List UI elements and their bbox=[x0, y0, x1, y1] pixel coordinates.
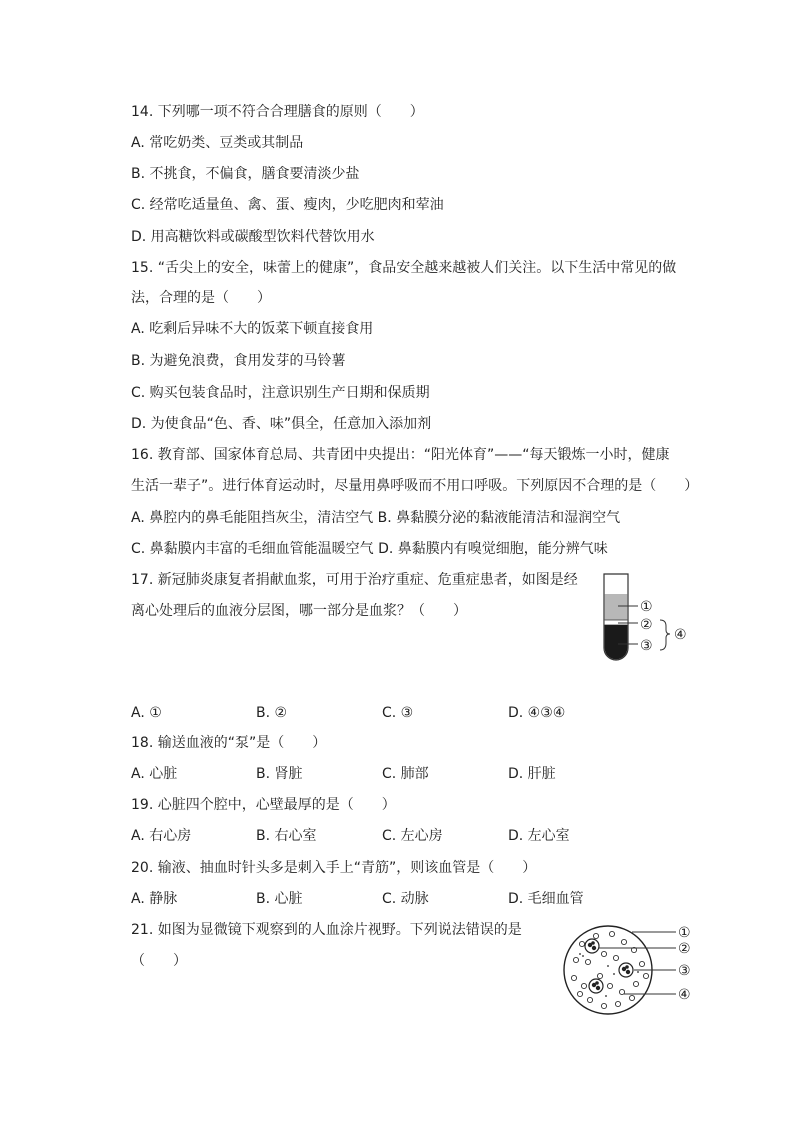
q17-stem-line1: 17. 新冠肺炎康复者捐献血浆，可用于治疗重症、危重症患者，如图是经 bbox=[131, 572, 578, 588]
q16-options-line2: C. 鼻黏膜内丰富的毛细血管能温暖空气 D. 鼻黏膜内有嗅觉细胞，能分辨气味 bbox=[131, 541, 608, 557]
q15-option-a: A. 吃剩后异味不大的饭菜下顿直接食用 bbox=[131, 321, 374, 337]
q17-label-2: ② bbox=[640, 617, 653, 633]
q16-options-line1: A. 鼻腔内的鼻毛能阻挡灰尘，清洁空气 B. 鼻黏膜分泌的黏液能清洁和湿润空气 bbox=[131, 510, 621, 526]
q19-option-a: A. 右心房 bbox=[131, 828, 192, 844]
q15-option-c: C. 购买包装食品时，注意识别生产日期和保质期 bbox=[131, 385, 430, 401]
buffy-coat-layer bbox=[605, 620, 628, 625]
q18-option-b: B. 肾脏 bbox=[256, 766, 303, 782]
q18-option-a: A. 心脏 bbox=[131, 766, 178, 782]
q20-stem: 20. 输液、抽血时针头多是刺入手上“青筋”，则该血管是（ ） bbox=[131, 860, 537, 876]
q18-option-d: D. 肝脏 bbox=[508, 766, 556, 782]
q21-label-4: ④ bbox=[678, 987, 691, 1003]
q21-stem-line1: 21. 如图为显微镜下观察到的人血涂片视野。下列说法错误的是 bbox=[131, 922, 522, 938]
q15-option-b: B. 为避免浪费，食用发芽的马铃薯 bbox=[131, 353, 346, 369]
q17-option-a: A. ① bbox=[131, 705, 162, 721]
q14-option-b: B. 不挑食，不偏食，膳食要清淡少盐 bbox=[131, 166, 360, 182]
q21-label-3: ③ bbox=[678, 963, 691, 979]
q18-stem: 18. 输送血液的“泵”是（ ） bbox=[131, 735, 327, 751]
q16-stem-line2: 生活一辈子”。进行体育运动时，尽量用鼻呼吸而不用口呼吸。下列原因不合理的是（ ） bbox=[131, 478, 699, 494]
q19-stem: 19. 心脏四个腔中，心壁最厚的是（ ） bbox=[131, 797, 396, 813]
q14-option-a: A. 常吃奶类、豆类或其制品 bbox=[131, 135, 304, 151]
q15-stem-line2: 法，合理的是（ ） bbox=[131, 290, 271, 306]
q14-stem: 14. 下列哪一项不符合合理膳食的原则（ ） bbox=[131, 104, 424, 120]
q17-label-1: ① bbox=[640, 599, 653, 615]
q15-stem-line1: 15. “舌尖上的安全，味蕾上的健康”，食品安全越来越被人们关注。以下生活中常见的做 bbox=[131, 260, 677, 276]
q20-option-b: B. 心脏 bbox=[256, 891, 303, 907]
q20-option-c: C. 动脉 bbox=[382, 891, 429, 907]
q19-option-c: C. 左心房 bbox=[382, 828, 443, 844]
blood-smear-diagram bbox=[560, 920, 700, 1020]
blood-layer-diagram bbox=[596, 570, 706, 666]
q21-stem-line2: （ ） bbox=[131, 953, 187, 969]
q20-option-a: A. 静脉 bbox=[131, 891, 178, 907]
q19-option-d: D. 左心室 bbox=[508, 828, 570, 844]
brace bbox=[660, 620, 670, 650]
q15-option-d: D. 为使食品“色、香、味”俱全，任意加入添加剂 bbox=[131, 416, 432, 432]
q18-option-c: C. 肺部 bbox=[382, 766, 429, 782]
q21-label-1: ① bbox=[678, 925, 691, 941]
q17-stem-line2: 离心处理后的血液分层图，哪一部分是血浆？（ ） bbox=[131, 603, 467, 619]
q20-option-d: D. 毛细血管 bbox=[508, 891, 584, 907]
q17-label-3: ③ bbox=[640, 638, 653, 654]
q19-option-b: B. 右心室 bbox=[256, 828, 317, 844]
q17-option-d: D. ④③④ bbox=[508, 705, 566, 721]
q14-option-c: C. 经常吃适量鱼、禽、蛋、瘦肉，少吃肥肉和荤油 bbox=[131, 197, 444, 213]
q17-label-4: ④ bbox=[674, 627, 687, 643]
q14-option-d: D. 用高糖饮料或碳酸型饮料代替饮用水 bbox=[131, 229, 375, 245]
red-cell-layer bbox=[605, 625, 628, 659]
q16-stem-line1: 16. 教育部、国家体育总局、共青团中央提出：“阳光体育”——“每天锻炼一小时，健康 bbox=[131, 447, 670, 463]
plasma-layer bbox=[605, 594, 628, 620]
q17-option-c: C. ③ bbox=[382, 705, 414, 721]
q21-label-2: ② bbox=[678, 941, 691, 957]
q17-option-b: B. ② bbox=[256, 705, 288, 721]
